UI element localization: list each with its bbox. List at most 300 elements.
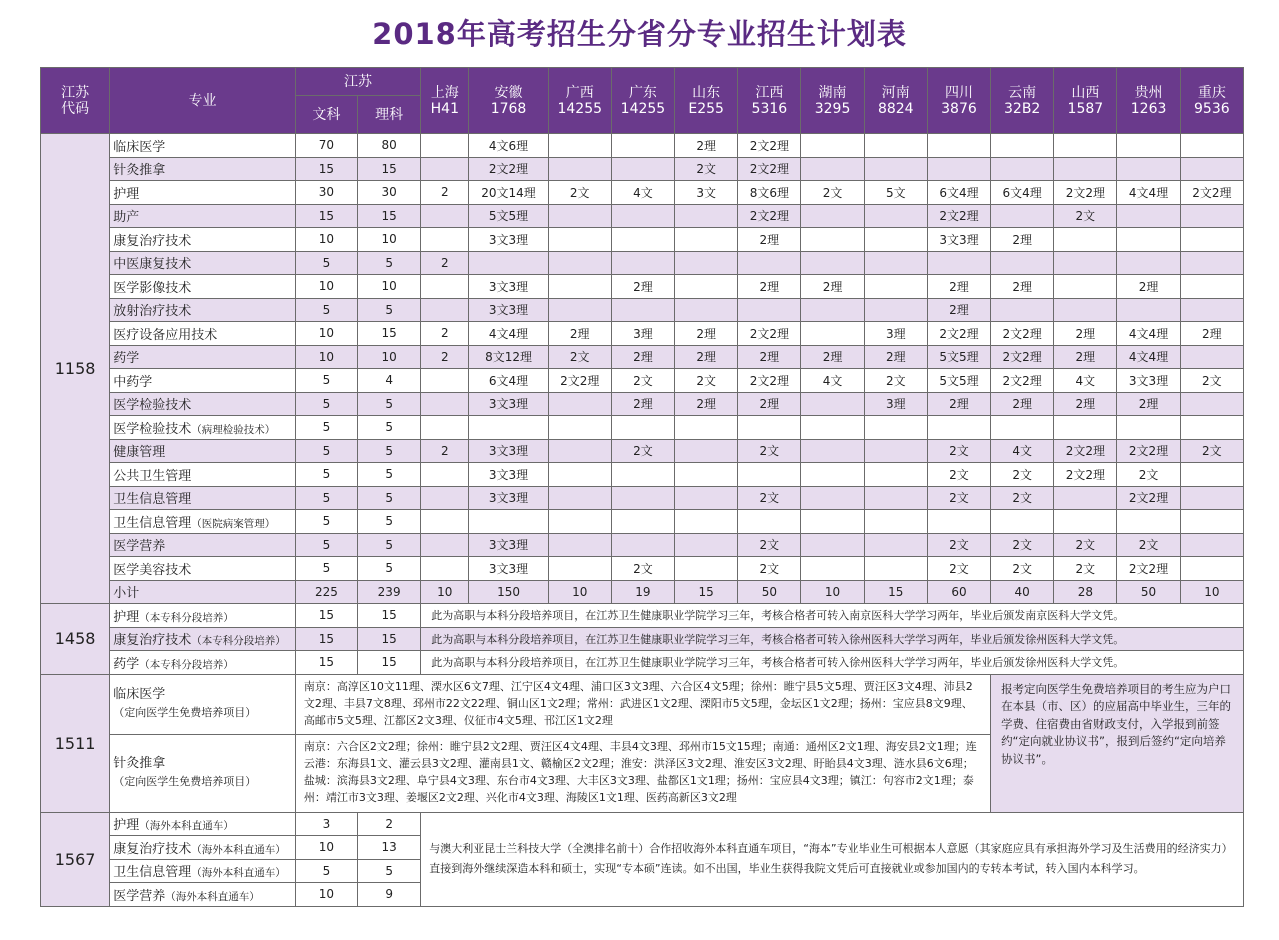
plan-cell: [801, 134, 864, 158]
major-name: 康复治疗技术: [113, 841, 192, 857]
plan-cell: 2文: [738, 557, 801, 581]
header-province: [1117, 68, 1180, 134]
plan-cell: 3文3理: [469, 275, 548, 299]
plan-cell: [801, 510, 864, 534]
plan-cell: 2文2理: [738, 134, 801, 158]
plan-cell: 10: [295, 275, 357, 299]
major-name-cell: [110, 251, 296, 275]
plan-cell: 10: [295, 345, 357, 369]
plan-cell: 4文4理: [1117, 181, 1180, 205]
plan-cell: [1180, 416, 1243, 440]
plan-cell: 2文: [738, 533, 801, 557]
plan-cell: 80: [358, 134, 421, 158]
plan-cell: 50: [1117, 580, 1180, 604]
plan-cell: 2文2理: [738, 322, 801, 346]
major-name-cell: [110, 275, 296, 299]
major-name: 医学营养: [113, 539, 166, 555]
plan-cell: 2理: [738, 228, 801, 252]
major-name: 针灸推拿: [113, 756, 166, 771]
plan-cell: 2理: [864, 345, 927, 369]
plan-cell: [738, 416, 801, 440]
plan-cell: 3文3理: [469, 463, 548, 487]
plan-cell: [801, 322, 864, 346]
plan-cell: 5: [295, 557, 357, 581]
plan-cell: [801, 416, 864, 440]
plan-cell: [927, 510, 990, 534]
plan-cell: [927, 416, 990, 440]
major-name: 护理: [113, 818, 140, 834]
plan-cell: [548, 134, 611, 158]
plan-cell: 5: [295, 416, 357, 440]
plan-cell: [864, 510, 927, 534]
plan-cell: [801, 228, 864, 252]
major-name-cell: [110, 557, 296, 581]
table-row: [41, 416, 1244, 440]
major-name-cell: [110, 463, 296, 487]
plan-cell: [548, 486, 611, 510]
plan-cell: 2文: [548, 181, 611, 205]
plan-cell: [611, 157, 674, 181]
major-name: 药学: [113, 656, 140, 672]
plan-cell: [864, 275, 927, 299]
major-name: 药学: [113, 351, 140, 367]
plan-cell: [548, 463, 611, 487]
major-name: 放射治疗技术: [113, 304, 192, 320]
plan-cell: 2文: [991, 463, 1054, 487]
plan-cell: [469, 510, 548, 534]
table-row: [41, 604, 1244, 628]
major-name: 健康管理: [113, 445, 166, 461]
plan-cell: 2理: [1054, 345, 1117, 369]
plan-cell: 2文: [991, 486, 1054, 510]
plan-cell: 2文2理: [1054, 439, 1117, 463]
plan-cell: [548, 416, 611, 440]
plan-cell: 150: [469, 580, 548, 604]
plan-cell: 5: [295, 463, 357, 487]
table-row: [41, 345, 1244, 369]
province-code: 3295: [814, 100, 851, 117]
plan-cell: [675, 463, 738, 487]
plan-cell: 3文: [675, 181, 738, 205]
province-code: 1263: [1130, 100, 1167, 117]
plan-cell: [548, 251, 611, 275]
plan-cell: 3文3理: [1117, 369, 1180, 393]
plan-cell: [801, 298, 864, 322]
plan-cell: [1117, 251, 1180, 275]
table-row: [41, 392, 1244, 416]
plan-cell: [864, 463, 927, 487]
major-name: 康复治疗技术: [113, 233, 192, 249]
plan-cell: [864, 416, 927, 440]
table-row: [41, 134, 1244, 158]
plan-cell: 2文2理: [991, 369, 1054, 393]
plan-cell: [611, 251, 674, 275]
major-name-cell: [110, 533, 296, 557]
plan-cell: 10: [358, 228, 421, 252]
major-note: （本专科分段培养）: [139, 611, 234, 624]
table-row: [41, 812, 1244, 836]
plan-cell: 6文4理: [469, 369, 548, 393]
plan-cell: 3理: [864, 322, 927, 346]
major-name-cell: [110, 486, 296, 510]
plan-cell: 3理: [611, 322, 674, 346]
plan-cell: [991, 510, 1054, 534]
plan-cell: 5: [358, 298, 421, 322]
plan-cell: 19: [611, 580, 674, 604]
plan-cell: [801, 439, 864, 463]
plan-cell: [611, 416, 674, 440]
major-name-cell: [110, 181, 296, 205]
plan-cell: 225: [295, 580, 357, 604]
plan-cell: [927, 134, 990, 158]
plan-cell: [1117, 298, 1180, 322]
plan-cell: [1180, 134, 1243, 158]
major-name: 助产: [113, 210, 140, 226]
table-row: [41, 651, 1244, 675]
plan-cell: 5文: [864, 181, 927, 205]
plan-cell: [1180, 228, 1243, 252]
plan-cell: 10: [295, 836, 357, 860]
plan-cell: [421, 275, 469, 299]
major-name: 医学营养: [113, 888, 166, 904]
plan-cell: [548, 298, 611, 322]
plan-cell: 15: [358, 157, 421, 181]
plan-cell: [421, 204, 469, 228]
plan-cell: [801, 392, 864, 416]
plan-cell: 2文: [1054, 557, 1117, 581]
plan-cell: 5: [358, 463, 421, 487]
plan-cell: 2理: [991, 228, 1054, 252]
plan-cell: [421, 510, 469, 534]
program-description: 此为高职与本科分段培养项目，在江苏卫生健康职业学院学习三年，考核合格者可转入南京医科大学学习两年，毕业后颁发南京医科大学文凭。: [421, 604, 1244, 628]
major-name-cell: [110, 812, 296, 836]
plan-cell: [1180, 463, 1243, 487]
major-name: 中药学: [113, 374, 153, 390]
plan-cell: 5: [295, 859, 357, 883]
plan-cell: [421, 369, 469, 393]
major-name-cell: [110, 228, 296, 252]
program-description: 此为高职与本科分段培养项目，在江苏卫生健康职业学院学习三年，考核合格者可转入徐州医科大学学习两年，毕业后颁发徐州医科大学文凭。: [421, 627, 1244, 651]
plan-cell: 2文2理: [738, 369, 801, 393]
plan-cell: [1180, 557, 1243, 581]
plan-cell: [864, 204, 927, 228]
quota-distribution: 南京：高淳区10文11理、溧水区6文7理、江宁区4文4理、浦口区3文3理、六合区4文5理；徐州：睢宁县5文5理、贾汪区3文4理、沛县2文2理、丰县7文8理、邳州市22文22理、铜山区1文2理；常州：武进区1文2理、溧阳市5文5理，金坛区1文2理；扬州：宝应县8文9理、高邮市5文5理、江都区2文3理、仪征市4文5理、邗江区1文2理: [295, 674, 990, 734]
plan-cell: 2理: [991, 392, 1054, 416]
plan-cell: 5: [358, 557, 421, 581]
plan-cell: [864, 439, 927, 463]
plan-cell: [421, 416, 469, 440]
header-province: [675, 68, 738, 134]
plan-cell: [1054, 486, 1117, 510]
major-name-cell: [110, 345, 296, 369]
table-row: [41, 486, 1244, 510]
orientation-note: 报考定向医学生免费培养项目的考生应为户口在本县（市、区）的应届高中毕业生，三年的学费、住宿费由省财政支付，入学报到前签约“定向就业协议书”，报到后签约“定向培养协议书”。: [991, 674, 1244, 812]
plan-cell: 2文2理: [1117, 486, 1180, 510]
plan-cell: 239: [358, 580, 421, 604]
major-note: （本专科分段培养）: [191, 635, 286, 648]
header-province: [991, 68, 1054, 134]
plan-cell: [864, 134, 927, 158]
plan-cell: 3: [295, 812, 357, 836]
plan-cell: [1180, 204, 1243, 228]
overseas-program-description: 与澳大利亚昆士兰科技大学（全澳排名前十）合作招收海外本科直通车项目，“海本”专业毕业生可根据本人意愿（其家庭应具有承担海外学习及生活费用的经济实力）直接到海外继续深造本科和硕士，实现“专本硕”连读。如不出国，毕业生获得我院文凭后可直接就业或参加国内的专转本考试，转入国内本科学习。: [421, 812, 1244, 906]
plan-cell: [548, 557, 611, 581]
plan-cell: [548, 275, 611, 299]
major-name-cell: [110, 580, 296, 604]
major-name: 中医康复技术: [113, 257, 192, 273]
plan-cell: [421, 557, 469, 581]
plan-cell: [421, 533, 469, 557]
plan-cell: 4文4理: [1117, 322, 1180, 346]
major-note: （海外本科直通车）: [139, 820, 234, 833]
plan-cell: 15: [295, 627, 357, 651]
plan-cell: 5: [358, 486, 421, 510]
major-name-cell: [110, 674, 296, 734]
major-name-cell: [110, 157, 296, 181]
plan-cell: 3文3理: [927, 228, 990, 252]
major-note: （本专科分段培养）: [139, 658, 234, 671]
plan-cell: [1054, 134, 1117, 158]
plan-cell: 2文: [991, 557, 1054, 581]
province-name: 云南: [1008, 84, 1037, 101]
province-code: H41: [430, 100, 459, 117]
province-name: 上海: [430, 84, 459, 101]
plan-cell: 10: [358, 345, 421, 369]
plan-cell: 2理: [738, 392, 801, 416]
plan-cell: 8文6理: [738, 181, 801, 205]
plan-cell: 2理: [675, 392, 738, 416]
header-province: [421, 68, 469, 134]
plan-cell: [1054, 298, 1117, 322]
header-province: [801, 68, 864, 134]
plan-cell: 4文6理: [469, 134, 548, 158]
province-name: 广西: [565, 84, 594, 101]
plan-cell: [801, 251, 864, 275]
plan-cell: [675, 275, 738, 299]
major-name: 公共卫生管理: [113, 468, 192, 484]
plan-cell: 13: [358, 836, 421, 860]
plan-cell: 2文2理: [1180, 181, 1243, 205]
plan-cell: 3文3理: [469, 228, 548, 252]
plan-cell: 3文3理: [469, 439, 548, 463]
plan-cell: 6文4理: [927, 181, 990, 205]
major-name: 医学检验技术: [113, 421, 192, 437]
plan-cell: [675, 486, 738, 510]
plan-cell: [738, 510, 801, 534]
major-name: 医学美容技术: [113, 562, 192, 578]
plan-cell: [421, 134, 469, 158]
plan-cell: [548, 392, 611, 416]
plan-cell: 2文: [675, 157, 738, 181]
plan-cell: [801, 557, 864, 581]
province-code: 32B2: [1004, 100, 1041, 117]
plan-cell: [738, 251, 801, 275]
plan-cell: 2理: [927, 298, 990, 322]
major-name-cell: [110, 859, 296, 883]
plan-cell: [548, 439, 611, 463]
plan-cell: [1180, 486, 1243, 510]
header-province: [469, 68, 548, 134]
plan-cell: 2文: [801, 181, 864, 205]
plan-cell: 2文2理: [927, 322, 990, 346]
plan-cell: [738, 298, 801, 322]
plan-cell: [1180, 533, 1243, 557]
plan-cell: [801, 486, 864, 510]
plan-cell: 6文4理: [991, 181, 1054, 205]
table-row: [41, 627, 1244, 651]
header-jiangsu: 江苏: [295, 68, 420, 96]
plan-cell: 5: [358, 392, 421, 416]
plan-cell: 2: [421, 439, 469, 463]
page-title: 2018年高考招生分省分专业招生计划表: [372, 17, 907, 51]
plan-cell: 2理: [675, 345, 738, 369]
table-row: [41, 275, 1244, 299]
plan-cell: 2文2理: [738, 157, 801, 181]
major-name-cell: [110, 734, 296, 812]
plan-cell: [548, 510, 611, 534]
major-name-cell: [110, 204, 296, 228]
province-code: 8824: [877, 100, 914, 117]
table-row: [41, 580, 1244, 604]
plan-cell: 4文: [1054, 369, 1117, 393]
plan-cell: 2理: [1054, 392, 1117, 416]
plan-cell: 15: [295, 157, 357, 181]
plan-cell: 15: [864, 580, 927, 604]
plan-cell: [991, 157, 1054, 181]
plan-cell: [675, 557, 738, 581]
header-wenke: 文科: [295, 96, 357, 134]
plan-cell: 2理: [1117, 275, 1180, 299]
plan-cell: [611, 486, 674, 510]
table-row: [41, 557, 1244, 581]
plan-cell: [1180, 275, 1243, 299]
plan-cell: 2文: [611, 439, 674, 463]
major-name-cell: [110, 836, 296, 860]
province-name: 重庆: [1197, 84, 1226, 101]
province-code: 9536: [1194, 100, 1230, 117]
plan-cell: [864, 298, 927, 322]
major-name: 卫生信息管理: [113, 865, 192, 881]
plan-cell: 2文2理: [927, 204, 990, 228]
plan-cell: 15: [675, 580, 738, 604]
table-row: [41, 181, 1244, 205]
plan-cell: 2文: [1117, 533, 1180, 557]
plan-cell: 4文4理: [469, 322, 548, 346]
province-name: 四川: [944, 84, 973, 101]
plan-cell: 30: [295, 181, 357, 205]
province-name: 江西: [755, 84, 784, 101]
major-name: 护理: [113, 609, 140, 625]
plan-cell: 5: [295, 251, 357, 275]
plan-cell: 5: [295, 486, 357, 510]
major-note: （海外本科直通车）: [191, 843, 286, 856]
plan-cell: 2理: [611, 392, 674, 416]
plan-cell: 2文2理: [1054, 181, 1117, 205]
plan-cell: [421, 463, 469, 487]
major-note: （定向医学生免费培养项目）: [113, 775, 257, 788]
major-name: 针灸推拿: [113, 163, 166, 179]
major-name: 卫生信息管理: [113, 515, 192, 531]
plan-cell: 5: [295, 533, 357, 557]
plan-cell: [611, 228, 674, 252]
plan-cell: 15: [295, 204, 357, 228]
plan-cell: [1054, 510, 1117, 534]
plan-cell: 2文: [1180, 369, 1243, 393]
plan-cell: [675, 298, 738, 322]
major-name-cell: [110, 392, 296, 416]
plan-cell: 50: [738, 580, 801, 604]
plan-cell: 5: [295, 298, 357, 322]
province-name: 山西: [1071, 84, 1100, 101]
plan-cell: 2理: [675, 322, 738, 346]
province-code: 1768: [490, 100, 527, 117]
plan-cell: [927, 251, 990, 275]
plan-cell: 2理: [801, 345, 864, 369]
table-row: [41, 322, 1244, 346]
plan-cell: 10: [295, 883, 357, 907]
plan-cell: 2理: [927, 275, 990, 299]
table-row: [41, 298, 1244, 322]
major-note: （定向医学生免费培养项目）: [113, 706, 257, 719]
plan-cell: [1054, 228, 1117, 252]
major-name-cell: [110, 883, 296, 907]
plan-cell: 15: [358, 627, 421, 651]
table-row: [41, 204, 1244, 228]
table-row: [41, 439, 1244, 463]
enrollment-plan-table: [40, 67, 1244, 907]
plan-cell: [1054, 275, 1117, 299]
plan-cell: 3文3理: [469, 557, 548, 581]
header-code-line: 江苏: [61, 84, 90, 101]
major-name-cell: [110, 298, 296, 322]
plan-cell: 2: [421, 345, 469, 369]
plan-cell: [1117, 157, 1180, 181]
plan-cell: [421, 298, 469, 322]
plan-cell: 2文: [927, 439, 990, 463]
plan-cell: [1180, 392, 1243, 416]
province-code: E255: [688, 100, 724, 117]
plan-cell: [801, 533, 864, 557]
plan-cell: 2文: [927, 533, 990, 557]
major-name: 临床医学: [113, 139, 166, 155]
plan-cell: 2: [421, 251, 469, 275]
major-name-cell: [110, 510, 296, 534]
plan-cell: 5: [358, 251, 421, 275]
plan-cell: [864, 533, 927, 557]
plan-cell: 3理: [864, 392, 927, 416]
plan-cell: 2理: [738, 275, 801, 299]
major-name: 康复治疗技术: [113, 633, 192, 649]
plan-cell: 2文2理: [548, 369, 611, 393]
plan-cell: 2理: [991, 275, 1054, 299]
province-code: 5316: [751, 100, 788, 117]
plan-cell: [469, 251, 548, 275]
plan-cell: [1054, 416, 1117, 440]
major-name-cell: [110, 322, 296, 346]
plan-cell: 5文5理: [927, 345, 990, 369]
plan-cell: [675, 439, 738, 463]
plan-cell: [469, 416, 548, 440]
plan-cell: 2文2理: [991, 322, 1054, 346]
plan-cell: [548, 157, 611, 181]
plan-cell: 5: [295, 510, 357, 534]
plan-cell: 60: [927, 580, 990, 604]
plan-cell: [801, 204, 864, 228]
program-code: 1158: [41, 134, 110, 604]
plan-cell: 4文: [991, 439, 1054, 463]
plan-cell: [421, 228, 469, 252]
plan-cell: 2文2理: [469, 157, 548, 181]
